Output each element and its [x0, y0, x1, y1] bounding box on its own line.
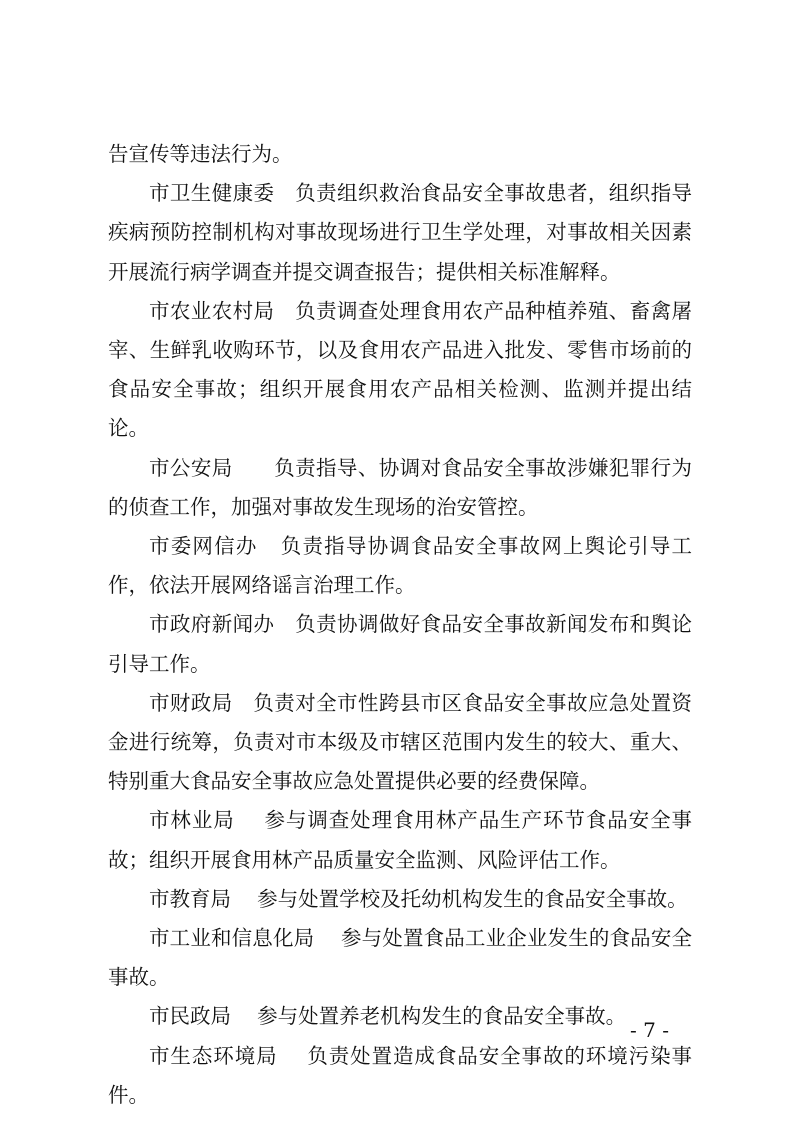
responsibility-paragraph: [108, 292, 692, 449]
responsibility-text: 负责协调做好食品安全事故新闻发布和舆论引导工作。: [108, 612, 692, 676]
opening-line: 告宣传等违法行为。: [108, 142, 293, 166]
department-gap: [278, 1044, 308, 1068]
responsibility-paragraph: [108, 1037, 692, 1115]
department-name: 市委网信办: [149, 534, 258, 559]
responsibility-list: [108, 174, 692, 1115]
department-name: 市生态环境局: [149, 1043, 278, 1068]
department-name: 市公安局: [149, 455, 233, 480]
department-gap: [231, 887, 257, 911]
responsibility-text: 参与调查处理食用林产品生产环节食品安全事故；组织开展食用林产品质量安全监测、风险评估工作。: [108, 808, 693, 872]
department-gap: [274, 299, 295, 323]
responsibility-paragraph: [108, 527, 692, 605]
department-name: 市教育局: [149, 886, 231, 911]
responsibility-text: 负责处置造成食品安全事故的环境污染事件。: [108, 1043, 693, 1107]
department-name: 市卫生健康委: [149, 181, 275, 206]
responsibility-text: 参与处置食品工业企业发生的食品安全事故。: [108, 926, 692, 990]
responsibility-paragraph: [108, 605, 692, 683]
responsibility-text: 负责对全市性跨县市区食品安全事故应急处置资金进行统筹，负责对市本级及市辖区范围内发生的较大、重大、特别重大食品安全事故应急处置提供必要的经费保障。: [108, 690, 692, 794]
responsibility-paragraph: [108, 449, 692, 527]
department-gap: [314, 926, 341, 950]
responsibility-paragraph: [108, 174, 692, 292]
responsibility-paragraph: [108, 997, 692, 1036]
department-name: 市工业和信息化局: [149, 926, 315, 951]
responsibility-text: 负责组织救治食品安全事故患者，组织指导疾病预防控制机构对事故现场进行卫生学处理，对事故相关因素开展流行病学调查并提交调查报告；提供相关标准解释。: [108, 181, 692, 284]
department-name: 市农业农村局: [149, 298, 275, 323]
responsibility-text: 参与处置学校及托幼机构发生的食品安全事故。: [257, 886, 688, 911]
department-name: 市民政局: [149, 1004, 231, 1029]
department-gap: [274, 612, 295, 636]
department-gap: [233, 691, 254, 715]
responsibility-text: 负责调查处理食用农产品种植养殖、畜禽屠宰、生鲜乳收购环节，以及食用农产品进入批发、零售市场前的食品安全事故；组织开展食用农产品相关检测、监测并提出结论。: [108, 298, 692, 441]
department-name: 市财政局: [149, 690, 233, 715]
responsibility-text: 负责指导、协调对食品安全事故涉嫌犯罪行为的侦查工作，加强对事故发生现场的治安管控。: [108, 455, 692, 519]
responsibility-text: 负责指导协调食品安全事故网上舆论引导工作，依法开展网络谣言治理工作。: [108, 534, 692, 598]
responsibility-paragraph: [108, 801, 692, 879]
department-name: 市政府新闻办: [149, 612, 275, 637]
department-gap: [231, 1004, 257, 1028]
department-name: 市林业局: [149, 808, 235, 833]
department-gap: [274, 181, 295, 205]
responsibility-text: 参与处置养老机构发生的食品安全事故。: [257, 1004, 627, 1029]
page-number: - 7 -: [630, 1018, 669, 1042]
body-text: [108, 135, 692, 1115]
department-gap: [233, 456, 275, 480]
responsibility-paragraph: [108, 919, 692, 997]
responsibility-paragraph: [108, 684, 692, 802]
department-gap: [235, 808, 265, 832]
responsibility-paragraph: [108, 880, 692, 919]
department-gap: [258, 534, 281, 558]
